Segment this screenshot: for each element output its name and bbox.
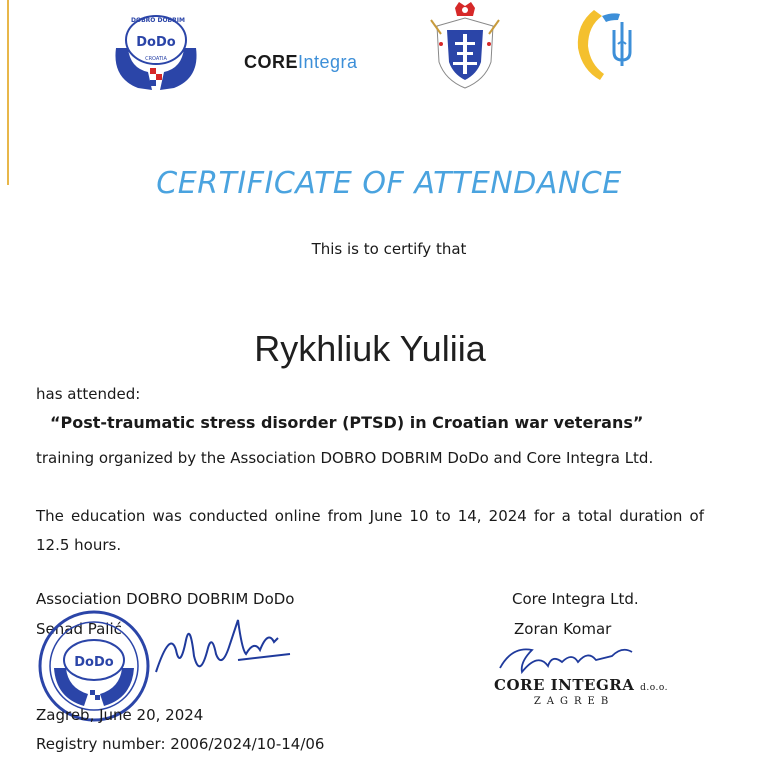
organizer-paragraph: training organized by the Association DOBRO DOBRIM DoDo and Core Integra Ltd. <box>36 449 654 467</box>
certify-line: This is to certify that <box>311 240 467 258</box>
core-integra-stamp <box>494 676 668 707</box>
dodo-logo <box>108 8 204 94</box>
certificate-title: CERTIFICATE OF ATTENDANCE <box>156 166 622 201</box>
course-title: “Post-traumatic stress disorder (PTSD) in Croatian war veterans” <box>50 413 644 432</box>
right-signer-name: Zoran Komar <box>514 620 612 638</box>
church-coat-of-arms-icon <box>425 0 505 95</box>
recipient-name: Rykhliuk Yuliia <box>254 328 486 369</box>
dodo-logo-name: DoDo <box>136 35 176 50</box>
dodo-logo-arc: DOBRO DOBRIM <box>131 17 185 24</box>
stamp-city: ZAGREB <box>533 696 615 707</box>
stamp-company-name: CORE INTEGRA <box>494 676 635 694</box>
core-logo-part2: Integra <box>298 52 358 72</box>
stamp-company-suffix: d.o.o. <box>640 683 668 693</box>
signing-date: Zagreb, June 20, 2024 <box>36 706 204 724</box>
left-signature-icon <box>150 610 300 690</box>
duration-paragraph: The education was conducted online from June 10 to 14, 2024 for a total duration of 12.5 hours. <box>36 507 704 554</box>
registry-number: Registry number: 2006/2024/10-14/06 <box>36 735 325 753</box>
stamp-dodo-name: DoDo <box>74 655 114 670</box>
core-integra-logo <box>244 52 358 73</box>
core-logo-part1: CORE <box>244 52 299 72</box>
dodo-logo-country: CROATIA <box>145 56 167 62</box>
ukraine-trident-icon <box>568 4 658 84</box>
attended-label: has attended: <box>36 385 141 403</box>
left-organization: Association DOBRO DOBRIM DoDo <box>36 590 295 608</box>
right-signature-icon <box>492 632 642 682</box>
left-signer-name: Senad Palić <box>36 620 122 638</box>
decorative-edge-line <box>7 0 9 185</box>
right-organization: Core Integra Ltd. <box>512 590 639 608</box>
